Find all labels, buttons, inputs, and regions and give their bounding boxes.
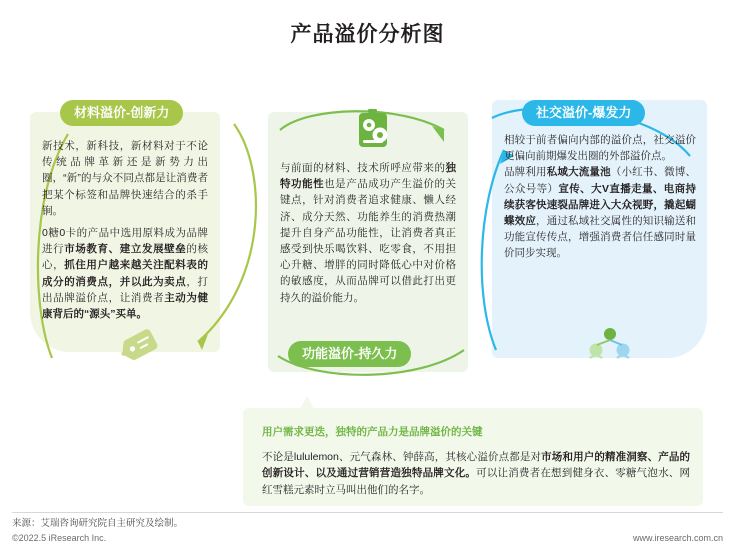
footer-source: 来源：艾瑞咨询研究院自主研究及绘制。	[12, 518, 184, 529]
callout-tail	[300, 396, 314, 409]
social-paragraph-2: 品牌利用私域大流量池（小红书、微博、公众号等）宣传、大V直播走量、电商持续获客快速裂品牌进入大众视野，撬起蝴蝶效应，通过私域社交属性的知识输送和功能宣传传点，增强消费者信任感同时量价同步实现。	[504, 166, 697, 260]
pill-social-premium: 社交溢价-爆发力	[522, 100, 645, 126]
footer-copyright: ©2022.5 iResearch Inc.	[12, 533, 107, 543]
social-share-icon	[585, 322, 637, 364]
social-premium-text	[504, 132, 696, 262]
callout-body: 不论是lululemon、元气森林、钟薛高，其核心溢价点都是对市场和用户的精准洞察、产品的创新设计、以及通过营销营造独特品牌文化。可以让消费者在想到健身衣、零糖气泡水、网红雪糕元素时立马叫出他们的名字。	[262, 451, 691, 496]
pill-function-premium: 功能溢价-持久力	[288, 341, 411, 367]
footer-website: www.iresearch.com.cn	[632, 533, 723, 543]
pill-material-premium: 材料溢价-创新力	[60, 100, 183, 126]
material-paragraph-1: 新技术，新科技，新材料对于不论传统品牌革新还是新势力出圈，“新”的与众不同点都是让消费者把某个标签和品牌快速结合的杀手锏。	[42, 140, 208, 217]
material-paragraph-2: 0糖0卡的产品中选用原料成为品牌进行市场教育、建立发展壁垒的核心，抓住用户越来越关注配料表的成分的消费点，并以此为卖点，打出品牌溢价点，让消费者主动为健康背后的“源头”买单。	[42, 227, 209, 321]
price-tag-icon	[120, 318, 166, 364]
material-premium-text	[42, 138, 208, 322]
function-premium-text: 与前面的材料、技术所呼应带来的独特功能性也是产品成功产生溢价的关键点，针对消费者追求健康、懒人经济、成分天然、功能养生的消费热潮提升自身产品功能性，让消费者真正感受到快乐喝饮料、吃零食，不用担心升糖、增胖的同时降低心中对价格的敏感度，从而品牌可以借此打出更持久的溢价能力。	[280, 162, 457, 304]
gear-battery-icon	[355, 108, 397, 152]
social-paragraph-1: 相较于前者偏向内部的溢价点，社交溢价更偏向前期爆发出圈的外部溢价点。	[504, 134, 696, 163]
page-title: 产品溢价分析图	[290, 23, 445, 46]
footer-divider	[12, 512, 723, 513]
callout-headline: 用户需求更迭，独特的产品力是品牌溢价的关键	[262, 426, 483, 438]
